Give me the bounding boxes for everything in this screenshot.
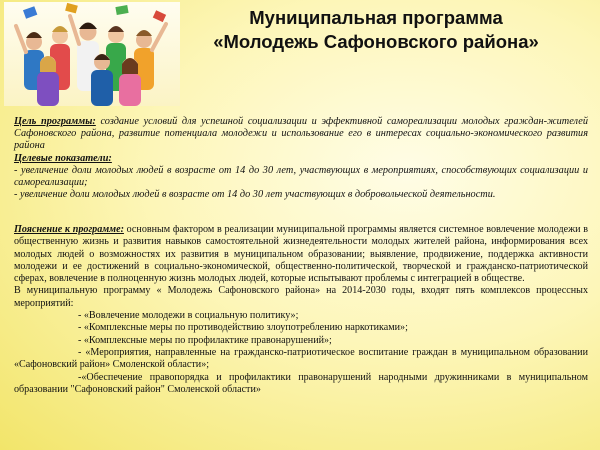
complex-item-text: - «Мероприятия, направленные на гражданско-патриотическое воспитание граждан в муниципальном образовании «Сафоновский район» Смоленской области»; — [14, 346, 588, 371]
title-line-1: Муниципальная программа — [249, 7, 503, 28]
title-line-2: «Молодежь Сафоновского района» — [213, 31, 539, 52]
explanation-text: основным фактором в реализации муниципальной программы является системное вовлечение молодежи в общественную жизнь и развития навыков самостоятельной жизнедеятельности молодых жителей района, информирования всех молодых людей о возможностях их развития в муниципальном образовании; выявление, продвижение, поддержка активности молодежи и ее достижений в социально-экономической, общественно-политической, творческой и гражданско-патриотической сферах, вовлечение в полноценную жизнь молодых людей, которые испытывают проблемы с интеграцией в обществе. — [14, 224, 588, 285]
complex-item — [14, 347, 588, 372]
goal-and-indicators — [14, 116, 588, 201]
indicator-item: - увеличение доли молодых людей в возрасте от 14 до 30 лет, участвующих в мероприятиях, способствующих социализации и самореализации; — [14, 164, 588, 189]
complex-item: - «Вовлечение молодежи в социальную политику»; — [78, 310, 299, 322]
indicator-item: - увеличение доли молодых людей в возрасте от 14 до 30 лет участвующих в добровольческой деятельности. — [14, 189, 496, 201]
indicators-heading — [14, 153, 588, 165]
explanation-paragraph — [14, 224, 588, 285]
complex-item — [14, 372, 588, 397]
goal-paragraph — [14, 116, 588, 153]
indicators-label: Целевые показатели: — [14, 152, 112, 164]
program-explanation — [14, 224, 588, 396]
complex-item: - «Комплексные меры по профилактике правонарушений»; — [78, 334, 332, 346]
youth-group-photo — [4, 2, 180, 106]
goal-text: создание условий для успешной социализации и эффективной самореализации молодых граждан-жителей Сафоновского района, развитие потенциала молодежи и использование его в интересах социально-экономического развития района — [14, 116, 588, 152]
page-title — [186, 6, 566, 54]
complex-item-text: -«Обеспечение правопорядка и профилактики правонарушений народными дружинниками в муниципальном образовании "Сафоновский район" Смоленской области» — [14, 371, 588, 395]
complex-item: - «Комплексные меры по противодействию злоупотреблению наркотиками»; — [78, 322, 408, 334]
explanation-label: Пояснение к программе: — [14, 224, 124, 235]
goal-label: Цель программы: — [14, 116, 96, 127]
complexes-intro: В муниципальную программу « Молодежь Сафоновского района» на 2014-2030 годы, входят пять комплексов процессных мероприятий: — [14, 285, 588, 309]
